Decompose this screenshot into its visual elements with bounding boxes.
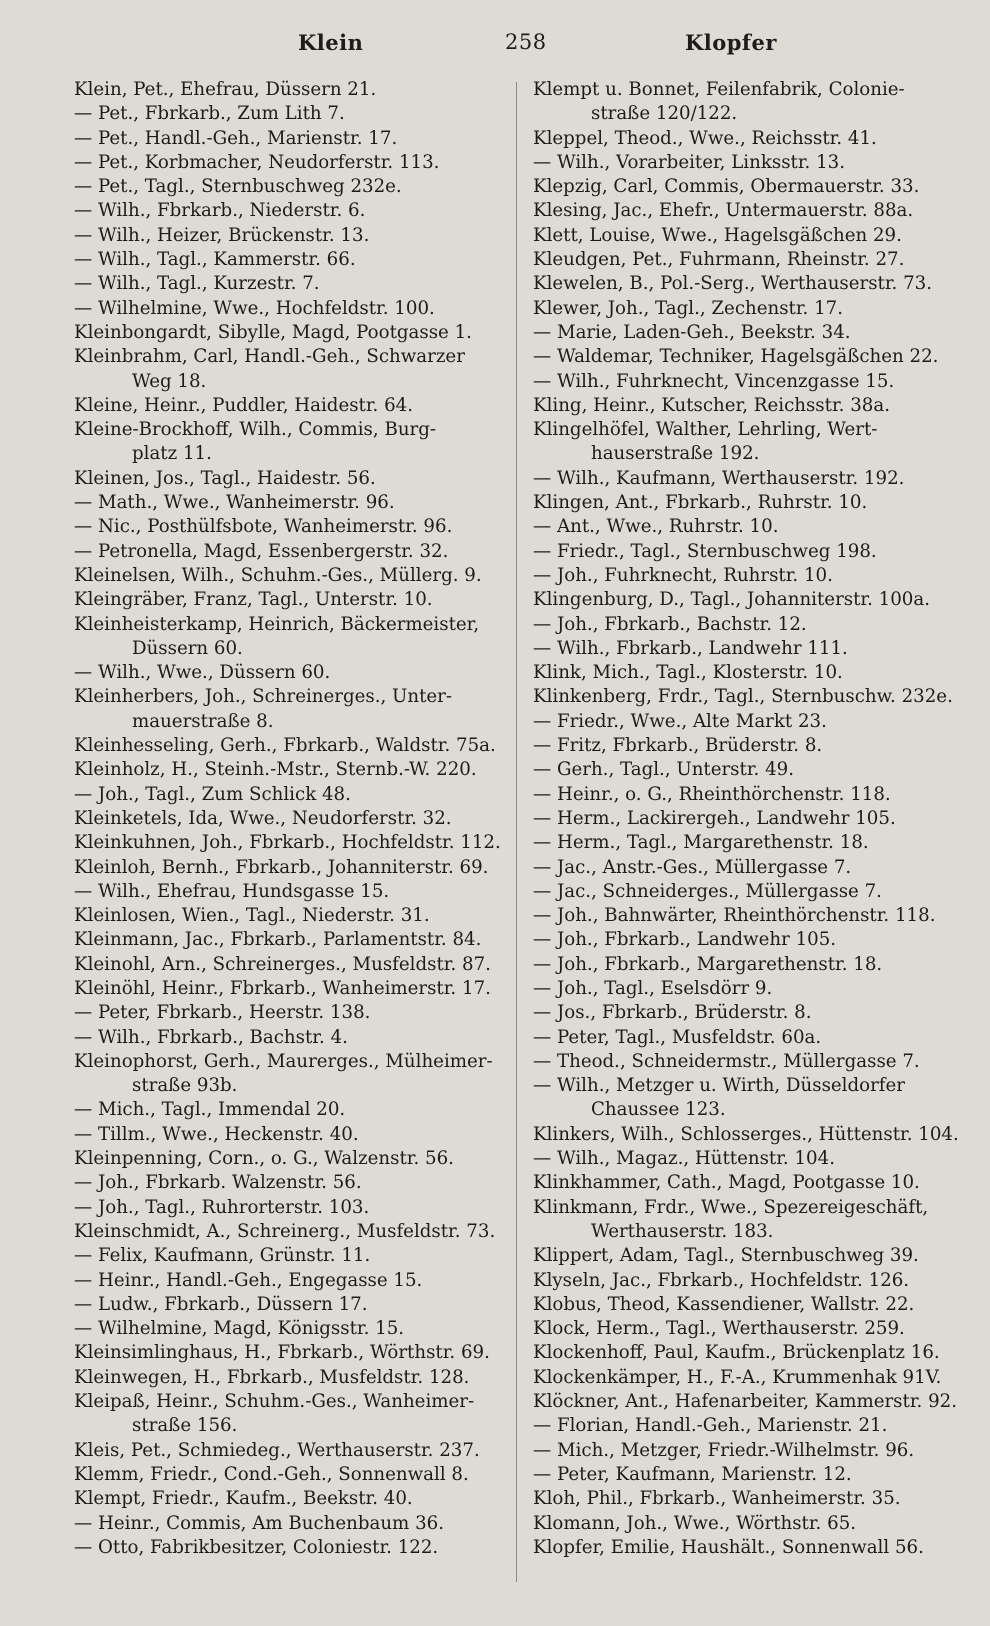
directory-entry: — Mich., Tagl., Immendal 20. [74,1099,346,1121]
entry-continuation-line: Weg 18. [132,370,207,392]
directory-entry: Klemm, Friedr., Cond.-Geh., Sonnenwall 8. [74,1463,469,1485]
directory-entry: — Theod., Schneidermstr., Müllergasse 7. [533,1050,920,1072]
directory-entry: Klockenkämper, H., F.-A., Krummenhak 91V. [533,1366,942,1388]
directory-entry: — Joh., Fuhrknecht, Ruhrstr. 10. [533,564,833,586]
directory-entry: Kleipaß, Heinr., Schuhm.-Ges., Wanheimer- [74,1391,475,1413]
entry-continuation-line: mauerstraße 8. [132,710,274,732]
directory-entry: — Felix, Kaufmann, Grünstr. 11. [74,1245,371,1267]
directory-entry: — Joh., Fbrkarb. Walzenstr. 56. [74,1172,362,1194]
directory-entry: Kleinmann, Jac., Fbrkarb., Parlamentstr. 84. [74,929,482,951]
directory-entry: Klopfer, Emilie, Haushält., Sonnenwall 56. [533,1536,924,1558]
directory-entry: — Math., Wwe., Wanheimerstr. 96. [74,492,395,514]
directory-entry: Kleinsimlinghaus, H., Fbrkarb., Wörthstr. 69. [74,1342,490,1364]
directory-entry: Klyseln, Jac., Fbrkarb., Hochfeldstr. 126. [533,1269,910,1291]
directory-entry: — Peter, Tagl., Musfeldstr. 60a. [533,1026,822,1048]
directory-entry: — Pet., Korbmacher, Neudorferstr. 113. [74,151,440,173]
directory-entry: Kleinbongardt, Sibylle, Magd, Pootgasse 1. [74,321,472,343]
directory-entry: — Heinr., o. G., Rheinthörchenstr. 118. [533,783,891,805]
directory-entry: — Joh., Fbrkarb., Margarethenstr. 18. [533,953,883,975]
directory-entry: — Wilh., Metzger u. Wirth, Düsseldorfer [533,1075,905,1097]
directory-entry: Kleinbrahm, Carl, Handl.-Geh., Schwarzer [74,346,465,368]
directory-entry: Klinkenberg, Frdr., Tagl., Sternbuschw. 232e. [533,686,953,708]
directory-entry: — Pet., Fbrkarb., Zum Lith 7. [74,103,345,125]
directory-entry: Kleinlosen, Wien., Tagl., Niederstr. 31. [74,905,430,927]
directory-entry: Klomann, Joh., Wwe., Wörthstr. 65. [533,1512,857,1534]
directory-entry: — Pet., Handl.-Geh., Marienstr. 17. [74,127,398,149]
entry-continuation-line: hauserstraße 192. [591,443,760,465]
directory-entry: Kleinöhl, Heinr., Fbrkarb., Wanheimerstr. 17. [74,977,491,999]
directory-entry: Kleinherbers, Joh., Schreinerges., Unter- [74,686,453,708]
directory-entry: — Otto, Fabrikbesitzer, Coloniestr. 122. [74,1536,439,1558]
directory-entry: Kleudgen, Pet., Fuhrmann, Rheinstr. 27. [533,249,905,271]
directory-entry: — Marie, Laden-Geh., Beekstr. 34. [533,321,851,343]
directory-entry: Klockenhoff, Paul, Kaufm., Brückenplatz 16. [533,1342,940,1364]
directory-entry: Klippert, Adam, Tagl., Sternbuschweg 39. [533,1245,919,1267]
header-last-entry: Klopfer [685,30,777,55]
directory-entry: Klesing, Jac., Ehefr., Untermauerstr. 88a. [533,200,914,222]
header-first-entry: Klein [298,30,364,55]
directory-entry: Klepzig, Carl, Commis, Obermauerstr. 33. [533,176,920,198]
directory-entry: Klewelen, B., Pol.-Serg., Werthauserstr. 73. [533,273,933,295]
entry-continuation-line: platz 11. [132,443,212,465]
directory-entry: — Joh., Fbrkarb., Bachstr. 12. [533,613,807,635]
directory-entry: — Jac., Anstr.-Ges., Müllergasse 7. [533,856,852,878]
directory-entry: Kleinwegen, H., Fbrkarb., Musfeldstr. 128. [74,1366,470,1388]
directory-entry: Kleinhesseling, Gerh., Fbrkarb., Waldstr. 75a. [74,735,496,757]
left-column [74,78,510,1588]
directory-entry: Kleinschmidt, A., Schreinerg., Musfeldstr. 73. [74,1220,496,1242]
directory-entry: — Tillm., Wwe., Heckenstr. 40. [74,1123,359,1145]
directory-entry: — Wilh., Heizer, Brückenstr. 13. [74,224,370,246]
directory-entry: — Wilhelmine, Magd, Königsstr. 15. [74,1318,405,1340]
directory-entry: Kleinelsen, Wilh., Schuhm.-Ges., Müllerg. 9. [74,564,482,586]
directory-entry: — Wilh., Fbrkarb., Niederstr. 6. [74,200,366,222]
directory-entry: Klingelhöfel, Walther, Lehrling, Wert- [533,419,878,441]
directory-entry: — Wilh., Wwe., Düssern 60. [74,662,331,684]
directory-entry: — Ludw., Fbrkarb., Düssern 17. [74,1293,368,1315]
directory-entry: Klingen, Ant., Fbrkarb., Ruhrstr. 10. [533,492,868,514]
page-number: 258 [505,30,547,54]
directory-entry: — Herm., Lackirergeh., Landwehr 105. [533,807,896,829]
directory-entry: Kleinketels, Ida, Wwe., Neudorferstr. 32. [74,807,452,829]
directory-entry: — Wilh., Fbrkarb., Bachstr. 4. [74,1026,348,1048]
directory-entry: — Petronella, Magd, Essenbergerstr. 32. [74,540,449,562]
right-column [533,78,973,1588]
directory-entry: Kleine-Brockhoff, Wilh., Commis, Burg- [74,419,437,441]
directory-entry: Klein, Pet., Ehefrau, Düssern 21. [74,79,377,100]
directory-entry: Kleingräber, Franz, Tagl., Unterstr. 10. [74,589,433,611]
directory-entry: Klinkers, Wilh., Schlosserges., Hüttenstr. 104. [533,1123,959,1145]
directory-entry: — Florian, Handl.-Geh., Marienstr. 21. [533,1415,888,1437]
directory-entry: Kleinophorst, Gerh., Maurerges., Mülheimer- [74,1050,493,1072]
directory-entry: — Peter, Kaufmann, Marienstr. 12. [533,1463,852,1485]
entry-continuation-line: straße 93b. [132,1075,238,1097]
directory-entry: Kleinpenning, Corn., o. G., Walzenstr. 56. [74,1148,454,1170]
directory-entry: Kleine, Heinr., Puddler, Haidestr. 64. [74,394,414,416]
directory-entry: — Joh., Tagl., Zum Schlick 48. [74,783,351,805]
page-header [0,30,990,60]
directory-entry: — Nic., Posthülfsbote, Wanheimerstr. 96. [74,516,453,538]
directory-entry: Klöckner, Ant., Hafenarbeiter, Kammerstr. 92. [533,1391,958,1413]
directory-entry: — Wilh., Vorarbeiter, Linksstr. 13. [533,151,846,173]
directory-entry: — Gerh., Tagl., Unterstr. 49. [533,759,795,781]
directory-entry: — Jac., Schneiderges., Müllergasse 7. [533,880,882,902]
entry-continuation-line: straße 120/122. [591,103,738,125]
directory-entry: Kleis, Pet., Schmiedeg., Werthauserstr. 237. [74,1439,480,1461]
directory-entry: Kloh, Phil., Fbrkarb., Wanheimerstr. 35. [533,1488,901,1510]
directory-entry: Kleinohl, Arn., Schreinerges., Musfeldstr. 87. [74,953,491,975]
directory-entry: Klempt, Friedr., Kaufm., Beekstr. 40. [74,1488,413,1510]
directory-entry: Kleppel, Theod., Wwe., Reichsstr. 41. [533,127,877,149]
directory-entry: — Waldemar, Techniker, Hagelsgäßchen 22. [533,346,939,368]
directory-entry: — Heinr., Commis, Am Buchenbaum 36. [74,1512,445,1534]
directory-entry: Klobus, Theod, Kassendiener, Wallstr. 22. [533,1293,915,1315]
directory-entry: — Peter, Fbrkarb., Heerstr. 138. [74,1002,371,1024]
directory-entry: — Wilh., Magaz., Hüttenstr. 104. [533,1148,835,1170]
directory-entry: — Fritz, Fbrkarb., Brüderstr. 8. [533,735,823,757]
directory-entry: Kleinholz, H., Steinh.-Mstr., Sternb.-W. 220. [74,759,477,781]
entry-continuation-line: straße 156. [132,1415,238,1437]
entry-continuation-line: Werthauserstr. 183. [591,1220,774,1242]
directory-entry: — Mich., Metzger, Friedr.-Wilhelmstr. 96. [533,1439,915,1461]
directory-entry: — Herm., Tagl., Margarethenstr. 18. [533,832,869,854]
directory-entry: — Jos., Fbrkarb., Brüderstr. 8. [533,1002,812,1024]
directory-entry: Klink, Mich., Tagl., Klosterstr. 10. [533,662,843,684]
entry-continuation-line: Düssern 60. [132,637,243,659]
directory-entry: — Wilh., Fuhrknecht, Vincenzgasse 15. [533,370,895,392]
directory-entry: — Wilh., Kaufmann, Werthauserstr. 192. [533,467,905,489]
directory-entry: — Wilh., Fbrkarb., Landwehr 111. [533,637,848,659]
directory-entry: Kleinheisterkamp, Heinrich, Bäckermeister, [74,613,480,635]
directory-entry: — Wilh., Tagl., Kammerstr. 66. [74,249,356,271]
directory-entry: — Ant., Wwe., Ruhrstr. 10. [533,516,779,538]
directory-entry: Klock, Herm., Tagl., Werthauserstr. 259. [533,1318,905,1340]
directory-entry: — Joh., Tagl., Ruhrorterstr. 103. [74,1196,370,1218]
directory-entry: — Wilh., Tagl., Kurzestr. 7. [74,273,320,295]
directory-entry: — Joh., Bahnwärter, Rheinthörchenstr. 118. [533,905,936,927]
directory-entry: — Friedr., Wwe., Alte Markt 23. [533,710,827,732]
directory-entry: — Joh., Tagl., Eselsdörr 9. [533,977,773,999]
directory-entry: Klempt u. Bonnet, Feilenfabrik, Colonie- [533,79,905,100]
directory-entry: Klingenburg, D., Tagl., Johanniterstr. 100a. [533,589,930,611]
directory-entry: — Friedr., Tagl., Sternbuschweg 198. [533,540,877,562]
column-divider [516,82,517,1582]
directory-entry: — Pet., Tagl., Sternbuschweg 232e. [74,176,402,198]
directory-entry: Kleinkuhnen, Joh., Fbrkarb., Hochfeldstr. 112. [74,832,501,854]
directory-entry: Klett, Louise, Wwe., Hagelsgäßchen 29. [533,224,902,246]
directory-entry: — Heinr., Handl.-Geh., Engegasse 15. [74,1269,423,1291]
directory-entry: Kleinloh, Bernh., Fbrkarb., Johanniterstr. 69. [74,856,489,878]
directory-entry: Klinkmann, Frdr., Wwe., Spezereigeschäft, [533,1196,929,1218]
directory-entry: Kling, Heinr., Kutscher, Reichsstr. 38a. [533,394,890,416]
directory-entry: — Wilh., Ehefrau, Hundsgasse 15. [74,880,390,902]
entry-continuation-line: Chaussee 123. [591,1099,726,1121]
directory-entry: Klinkhammer, Cath., Magd, Pootgasse 10. [533,1172,920,1194]
directory-entry: — Joh., Fbrkarb., Landwehr 105. [533,929,837,951]
directory-entry: — Wilhelmine, Wwe., Hochfeldstr. 100. [74,297,435,319]
directory-entry: Kleinen, Jos., Tagl., Haidestr. 56. [74,467,376,489]
directory-entry: Klewer, Joh., Tagl., Zechenstr. 17. [533,297,844,319]
